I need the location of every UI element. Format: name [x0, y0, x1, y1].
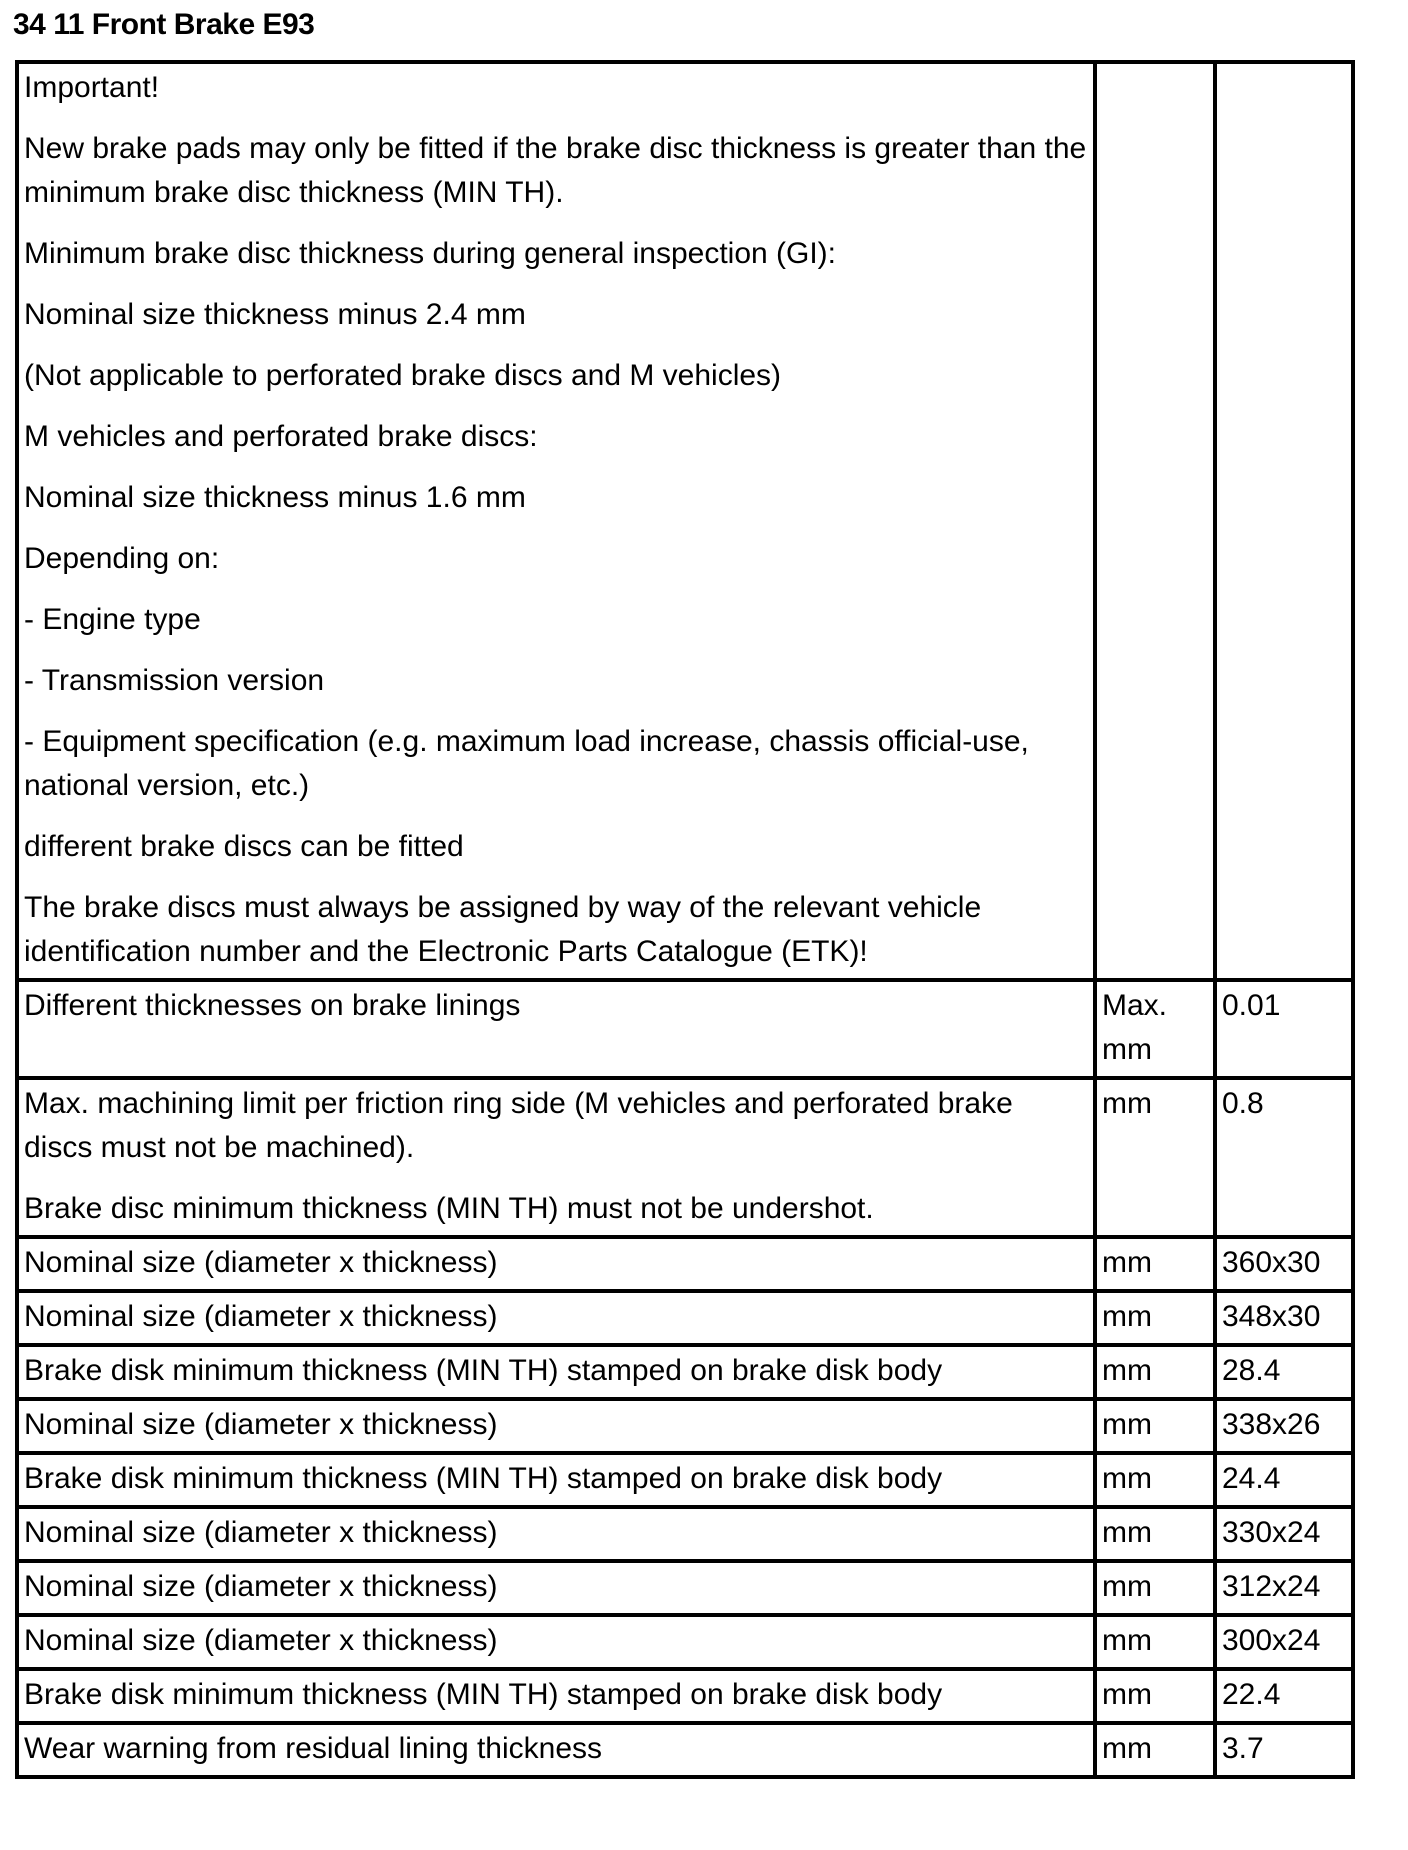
table-row: [17, 1399, 1353, 1453]
unit-cell: mm: [1095, 1669, 1215, 1723]
description-cell: Nominal size (diameter x thickness): [17, 1291, 1095, 1345]
description-cell: Brake disk minimum thickness (MIN TH) stamped on brake disk body: [17, 1669, 1095, 1723]
value-cell: 22.4: [1215, 1669, 1353, 1723]
table-row: [17, 1669, 1353, 1723]
spec-table: [15, 60, 1355, 1779]
description-note: Brake disc minimum thickness (MIN TH) must not be undershot.: [24, 1192, 874, 1225]
unit-cell: mm: [1095, 1345, 1215, 1399]
table-row: [17, 1237, 1353, 1291]
unit-cell: mm: [1095, 1399, 1215, 1453]
description-cell: Brake disk minimum thickness (MIN TH) stamped on brake disk body: [17, 1345, 1095, 1399]
table-row: [17, 1078, 1353, 1237]
unit-cell: mm: [1095, 1561, 1215, 1615]
table-row: [17, 1507, 1353, 1561]
table-row: [17, 1561, 1353, 1615]
description-cell: Nominal size (diameter x thickness): [17, 1615, 1095, 1669]
table-row: [17, 1723, 1353, 1777]
value-cell: 3.7: [1215, 1723, 1353, 1777]
intro-paragraph: - Engine type: [24, 603, 201, 636]
table-row: [17, 1453, 1353, 1507]
intro-value-cell: [1215, 62, 1353, 980]
unit-cell: mm: [1095, 1291, 1215, 1345]
value-cell: 0.8: [1215, 1078, 1353, 1237]
intro-paragraph: (Not applicable to perforated brake discs and M vehicles): [24, 359, 782, 392]
unit-cell: mm: [1095, 1507, 1215, 1561]
intro-unit-cell: [1095, 62, 1215, 980]
value-cell: 312x24: [1215, 1561, 1353, 1615]
unit-cell: mm: [1095, 1723, 1215, 1777]
intro-paragraph: Depending on:: [24, 542, 220, 575]
intro-paragraph: Minimum brake disc thickness during general inspection (GI):: [24, 237, 837, 270]
unit-cell: mm: [1095, 1453, 1215, 1507]
description-cell: Nominal size (diameter x thickness): [17, 1561, 1095, 1615]
value-cell: 330x24: [1215, 1507, 1353, 1561]
intro-paragraph: - Equipment specification (e.g. maximum load increase, chassis official-use, national version, etc.): [24, 725, 1029, 802]
intro-paragraph: The brake discs must always be assigned by way of the relevant vehicle identification number and the Electronic Parts Catalogue (ETK)!: [24, 891, 982, 968]
intro-paragraph: Nominal size thickness minus 1.6 mm: [24, 481, 526, 514]
description-cell: Nominal size (diameter x thickness): [17, 1237, 1095, 1291]
intro-paragraph: Nominal size thickness minus 2.4 mm: [24, 298, 526, 331]
description-cell: Nominal size (diameter x thickness): [17, 1507, 1095, 1561]
page-title: 34 11 Front Brake E93: [13, 8, 315, 41]
description-cell: Nominal size (diameter x thickness): [17, 1399, 1095, 1453]
intro-paragraph: Important!: [24, 71, 160, 104]
unit-cell: mm: [1095, 1078, 1215, 1237]
value-cell: 28.4: [1215, 1345, 1353, 1399]
value-cell: 348x30: [1215, 1291, 1353, 1345]
intro-paragraph: M vehicles and perforated brake discs:: [24, 420, 538, 453]
intro-paragraph: New brake pads may only be fitted if the brake disc thickness is greater than the minimum brake disc thickness (MIN TH).: [24, 132, 1087, 209]
intro-cell: [17, 62, 1095, 980]
value-cell: 338x26: [1215, 1399, 1353, 1453]
value-cell: 0.01: [1215, 980, 1353, 1078]
description-cell: Wear warning from residual lining thickness: [17, 1723, 1095, 1777]
table-row: [17, 1291, 1353, 1345]
value-cell: 300x24: [1215, 1615, 1353, 1669]
value-cell: 24.4: [1215, 1453, 1353, 1507]
description-text: Max. machining limit per friction ring side (M vehicles and perforated brake discs must not be machined).: [24, 1087, 1013, 1164]
value-cell: 360x30: [1215, 1237, 1353, 1291]
intro-paragraph: - Transmission version: [24, 664, 325, 697]
intro-row: [17, 62, 1353, 980]
description-cell: Brake disk minimum thickness (MIN TH) stamped on brake disk body: [17, 1453, 1095, 1507]
table-row: [17, 1345, 1353, 1399]
unit-cell: Max. mm: [1095, 980, 1215, 1078]
table-row: [17, 980, 1353, 1078]
unit-cell: mm: [1095, 1615, 1215, 1669]
table-row: [17, 1615, 1353, 1669]
description-cell: Different thicknesses on brake linings: [17, 980, 1095, 1078]
intro-paragraph: different brake discs can be fitted: [24, 830, 464, 863]
description-cell: [17, 1078, 1095, 1237]
unit-cell: mm: [1095, 1237, 1215, 1291]
